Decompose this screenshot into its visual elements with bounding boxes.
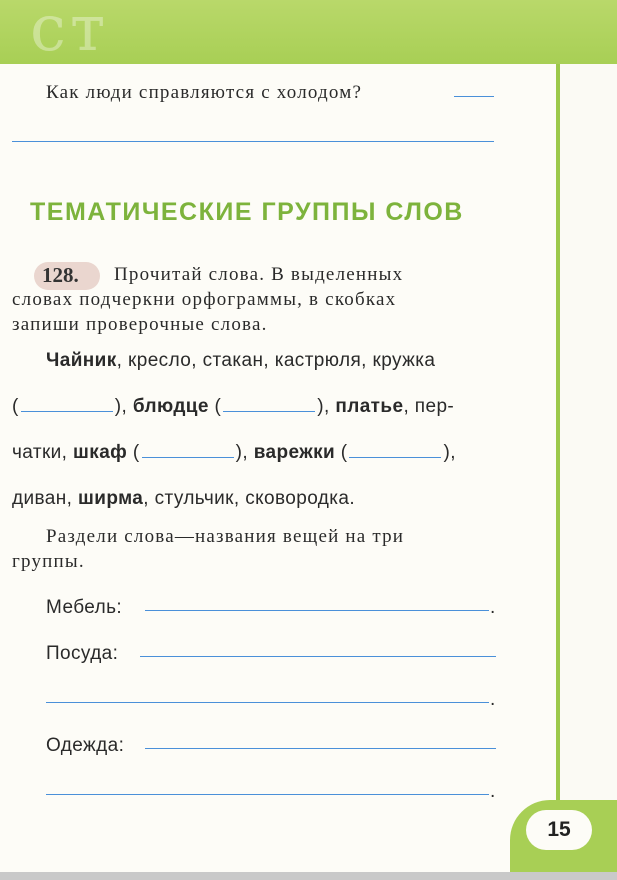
word-line-1	[46, 350, 435, 372]
word-line-2-rest: , пер-	[403, 396, 455, 417]
exercise-number-badge	[34, 262, 100, 290]
furniture-answer-line[interactable]	[145, 610, 489, 611]
word-chaynik: Чайник	[46, 350, 117, 371]
clothes-answer-line-1[interactable]	[145, 748, 496, 749]
question-text: Как люди справляются с холодом?	[46, 82, 363, 103]
word-blyudtse: блюдце	[132, 396, 209, 417]
word-line-4-start: диван,	[12, 488, 73, 509]
word-line-4	[12, 488, 355, 510]
page-bottom-edge	[0, 872, 617, 880]
word-line-4-rest: , стульчик, сковородка.	[143, 488, 356, 509]
blank-shkaf[interactable]	[142, 443, 234, 458]
blank-chaynik[interactable]	[21, 397, 113, 412]
paren-open: (	[208, 396, 222, 417]
word-varezhki: варежки	[253, 442, 336, 463]
dishes-answer-line-2[interactable]	[46, 702, 489, 703]
paren-open: (	[127, 442, 140, 463]
paren-close: ),	[443, 442, 456, 463]
word-shirma: ширма	[78, 488, 144, 509]
margin-rule	[556, 64, 560, 844]
category-clothes-label: Одежда:	[46, 735, 125, 756]
word-line-1-rest: , кресло, стакан, кастрюля, кружка	[116, 350, 436, 371]
end-dot: .	[490, 597, 496, 618]
blank-varezhki[interactable]	[349, 443, 441, 458]
blank-blyudtse[interactable]	[223, 397, 315, 412]
answer-line-1b[interactable]	[12, 141, 494, 142]
exercise-intro-line-2: словах подчеркни орфограммы, в скобках	[12, 289, 397, 310]
end-dot: .	[490, 781, 496, 802]
paren-open: (	[335, 442, 348, 463]
category-dishes-label: Посуда:	[46, 643, 119, 664]
paren-open: (	[12, 396, 19, 417]
paren-close: ),	[235, 442, 248, 463]
end-dot: .	[490, 689, 496, 710]
word-shkaf: шкаф	[73, 442, 128, 463]
exercise-number: 128.	[42, 263, 79, 287]
right-margin	[560, 64, 617, 880]
word-line-3-start: чатки,	[12, 442, 68, 463]
section-title: ТЕМАТИЧЕСКИЕ ГРУППЫ СЛОВ	[30, 198, 464, 226]
task-line-2: группы.	[12, 551, 85, 572]
word-platye: платье	[335, 396, 404, 417]
paren-close: ),	[114, 396, 128, 417]
watermark-text: ст	[30, 0, 110, 64]
dishes-answer-line-1[interactable]	[140, 656, 496, 657]
task-line-1: Раздели слова—названия вещей на три	[46, 526, 405, 547]
exercise-intro-line-3: запиши проверочные слова.	[12, 314, 268, 335]
exercise-intro-line-1: Прочитай слова. В выделенных	[114, 264, 404, 285]
answer-line-1a[interactable]	[454, 96, 494, 97]
page-number: 15	[526, 810, 592, 850]
clothes-answer-line-2[interactable]	[46, 794, 489, 795]
word-line-3	[12, 442, 456, 464]
word-line-2	[12, 396, 454, 418]
paren-close: ),	[317, 396, 330, 417]
category-furniture-label: Мебель:	[46, 597, 123, 618]
top-banner	[0, 0, 617, 64]
